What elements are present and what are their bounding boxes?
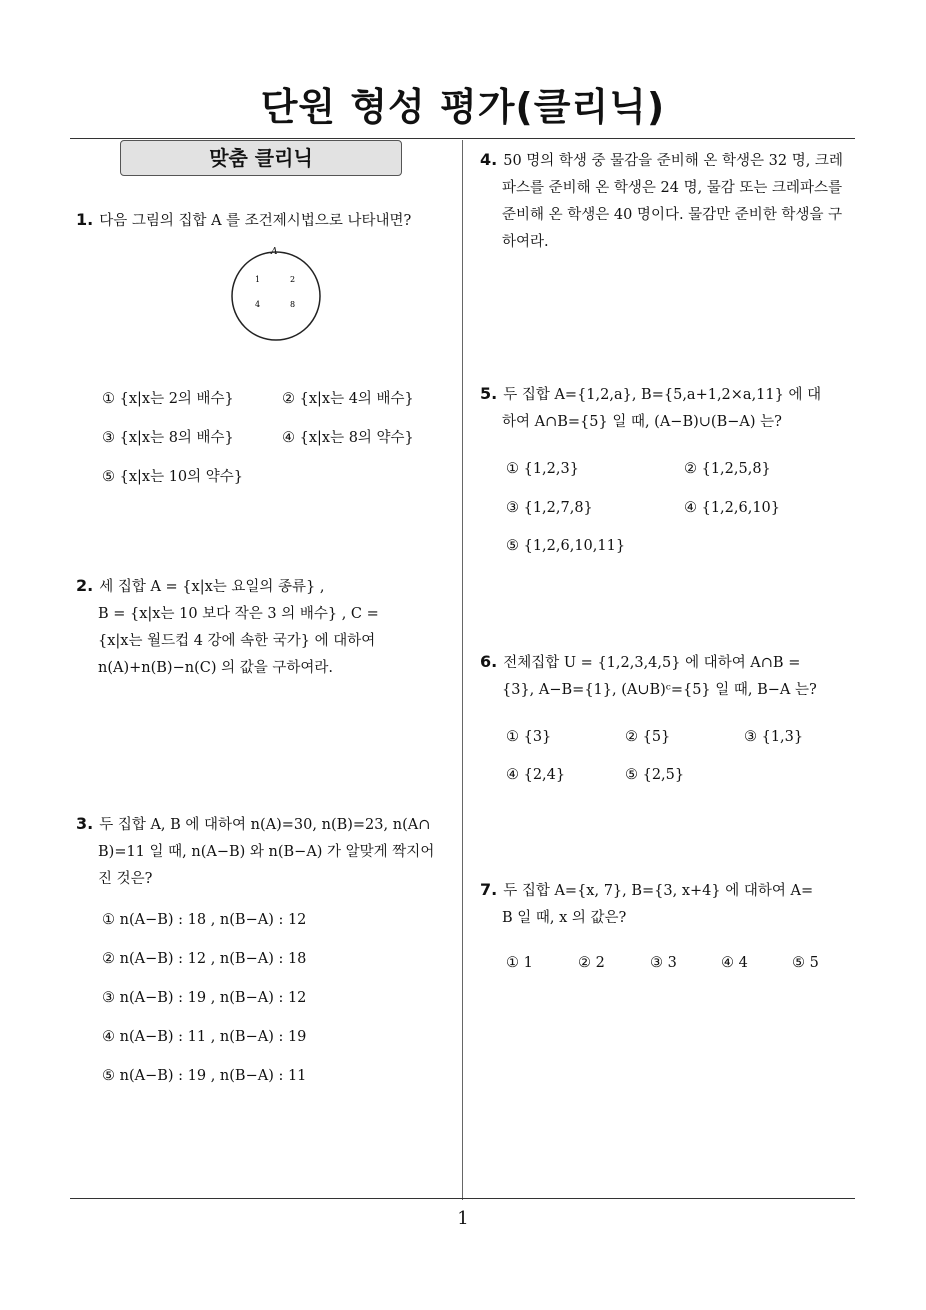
header-rule bbox=[70, 138, 855, 139]
option-2[interactable]: ② n(A−B) : 12 , n(B−A) : 18 bbox=[102, 951, 307, 967]
page-number: 1 bbox=[457, 1208, 469, 1229]
question-7 bbox=[480, 876, 860, 932]
section-badge: 맞춤 클리닉 bbox=[120, 140, 402, 176]
option-3[interactable]: ③ {x|x는 8의 배수} bbox=[102, 430, 234, 446]
option-5[interactable]: ⑤ n(A−B) : 19 , n(B−A) : 11 bbox=[102, 1068, 307, 1084]
question-3 bbox=[76, 810, 461, 893]
question-line: B 일 때, x 의 값은? bbox=[502, 910, 627, 926]
option-4[interactable]: ④ {2,4} bbox=[506, 767, 566, 783]
option-5[interactable]: ⑤ 5 bbox=[792, 955, 819, 971]
option-3[interactable]: ③ {1,3} bbox=[744, 729, 804, 745]
option-4[interactable]: ④ n(A−B) : 11 , n(B−A) : 19 bbox=[102, 1029, 307, 1045]
question-line: 50 명의 학생 중 물감을 준비해 온 학생은 32 명, 크레 bbox=[503, 153, 843, 169]
question-number: 3. bbox=[76, 814, 94, 833]
question-line: 두 집합 A={1,2,a}, B={5,a+1,2×a,11} 에 대 bbox=[503, 387, 822, 403]
venn-element: 1 bbox=[255, 275, 261, 284]
question-line: 파스를 준비해 온 학생은 24 명, 물감 또는 크레파스를 bbox=[502, 180, 843, 196]
option-3[interactable]: ③ {1,2,7,8} bbox=[506, 500, 593, 516]
question-line: 전체집합 U = {1,2,3,4,5} 에 대하여 A∩B = bbox=[503, 655, 801, 671]
option-5[interactable]: ⑤ {1,2,6,10,11} bbox=[506, 538, 626, 554]
option-2[interactable]: ② {1,2,5,8} bbox=[684, 461, 771, 477]
option-4[interactable]: ④ {1,2,6,10} bbox=[684, 500, 781, 516]
question-number: 4. bbox=[480, 150, 498, 169]
option-1[interactable]: ① {1,2,3} bbox=[506, 461, 579, 477]
venn-element: 8 bbox=[290, 300, 296, 309]
venn-set-label: A bbox=[271, 247, 278, 257]
option-1[interactable]: ① {x|x는 2의 배수} bbox=[102, 391, 234, 407]
option-2[interactable]: ② {5} bbox=[625, 729, 671, 745]
question-line: 준비해 온 학생은 40 명이다. 물감만 준비한 학생을 구 bbox=[502, 207, 843, 223]
question-line: 세 집합 A = {x|x는 요일의 종류} , bbox=[99, 579, 325, 595]
question-line: B = {x|x는 10 보다 작은 3 의 배수} , C = bbox=[98, 606, 379, 622]
venn-diagram bbox=[220, 240, 330, 345]
question-5 bbox=[480, 380, 860, 436]
question-line: {3}, A−B={1}, (A∪B)ᶜ={5} 일 때, B−A 는? bbox=[502, 682, 817, 698]
question-text: 다음 그림의 집합 A 를 조건제시법으로 나타내면? bbox=[99, 213, 412, 229]
option-3[interactable]: ③ 3 bbox=[650, 955, 677, 971]
question-number: 2. bbox=[76, 576, 94, 595]
question-2 bbox=[76, 572, 456, 682]
column-divider bbox=[462, 140, 463, 1200]
question-line: {x|x는 월드컵 4 강에 속한 국가} 에 대하여 bbox=[98, 633, 376, 649]
venn-circle bbox=[232, 252, 320, 340]
question-line: 두 집합 A, B 에 대하여 n(A)=30, n(B)=23, n(A∩ bbox=[99, 817, 431, 833]
page-title: 단원 형성 평가(클리닉) bbox=[260, 85, 666, 129]
option-2[interactable]: ② {x|x는 4의 배수} bbox=[282, 391, 414, 407]
question-number: 1. bbox=[76, 210, 94, 229]
footer-rule bbox=[70, 1198, 855, 1199]
question-line: 두 집합 A={x, 7}, B={3, x+4} 에 대하여 A= bbox=[503, 883, 814, 899]
option-1[interactable]: ① {3} bbox=[506, 729, 552, 745]
question-number: 5. bbox=[480, 384, 498, 403]
question-line: 하여라. bbox=[502, 234, 549, 250]
option-4[interactable]: ④ {x|x는 8의 약수} bbox=[282, 430, 414, 446]
question-number: 7. bbox=[480, 880, 498, 899]
option-3[interactable]: ③ n(A−B) : 19 , n(B−A) : 12 bbox=[102, 990, 307, 1006]
question-6 bbox=[480, 648, 860, 704]
question-4 bbox=[480, 146, 860, 256]
question-1 bbox=[76, 206, 456, 235]
question-line: B)=11 일 때, n(A−B) 와 n(B−A) 가 알맞게 짝지어 bbox=[98, 844, 435, 860]
option-4[interactable]: ④ 4 bbox=[721, 955, 748, 971]
question-number: 6. bbox=[480, 652, 498, 671]
question-line: n(A)+n(B)−n(C) 의 값을 구하여라. bbox=[98, 660, 333, 676]
venn-element: 2 bbox=[290, 275, 296, 284]
question-line: 진 것은? bbox=[98, 871, 153, 887]
venn-element: 4 bbox=[255, 300, 261, 309]
question-line: 하여 A∩B={5} 일 때, (A−B)∪(B−A) 는? bbox=[502, 414, 782, 430]
option-5[interactable]: ⑤ {x|x는 10의 약수} bbox=[102, 469, 243, 485]
option-1[interactable]: ① n(A−B) : 18 , n(B−A) : 12 bbox=[102, 912, 307, 928]
option-1[interactable]: ① 1 bbox=[506, 955, 533, 971]
option-2[interactable]: ② 2 bbox=[578, 955, 605, 971]
option-5[interactable]: ⑤ {2,5} bbox=[625, 767, 685, 783]
